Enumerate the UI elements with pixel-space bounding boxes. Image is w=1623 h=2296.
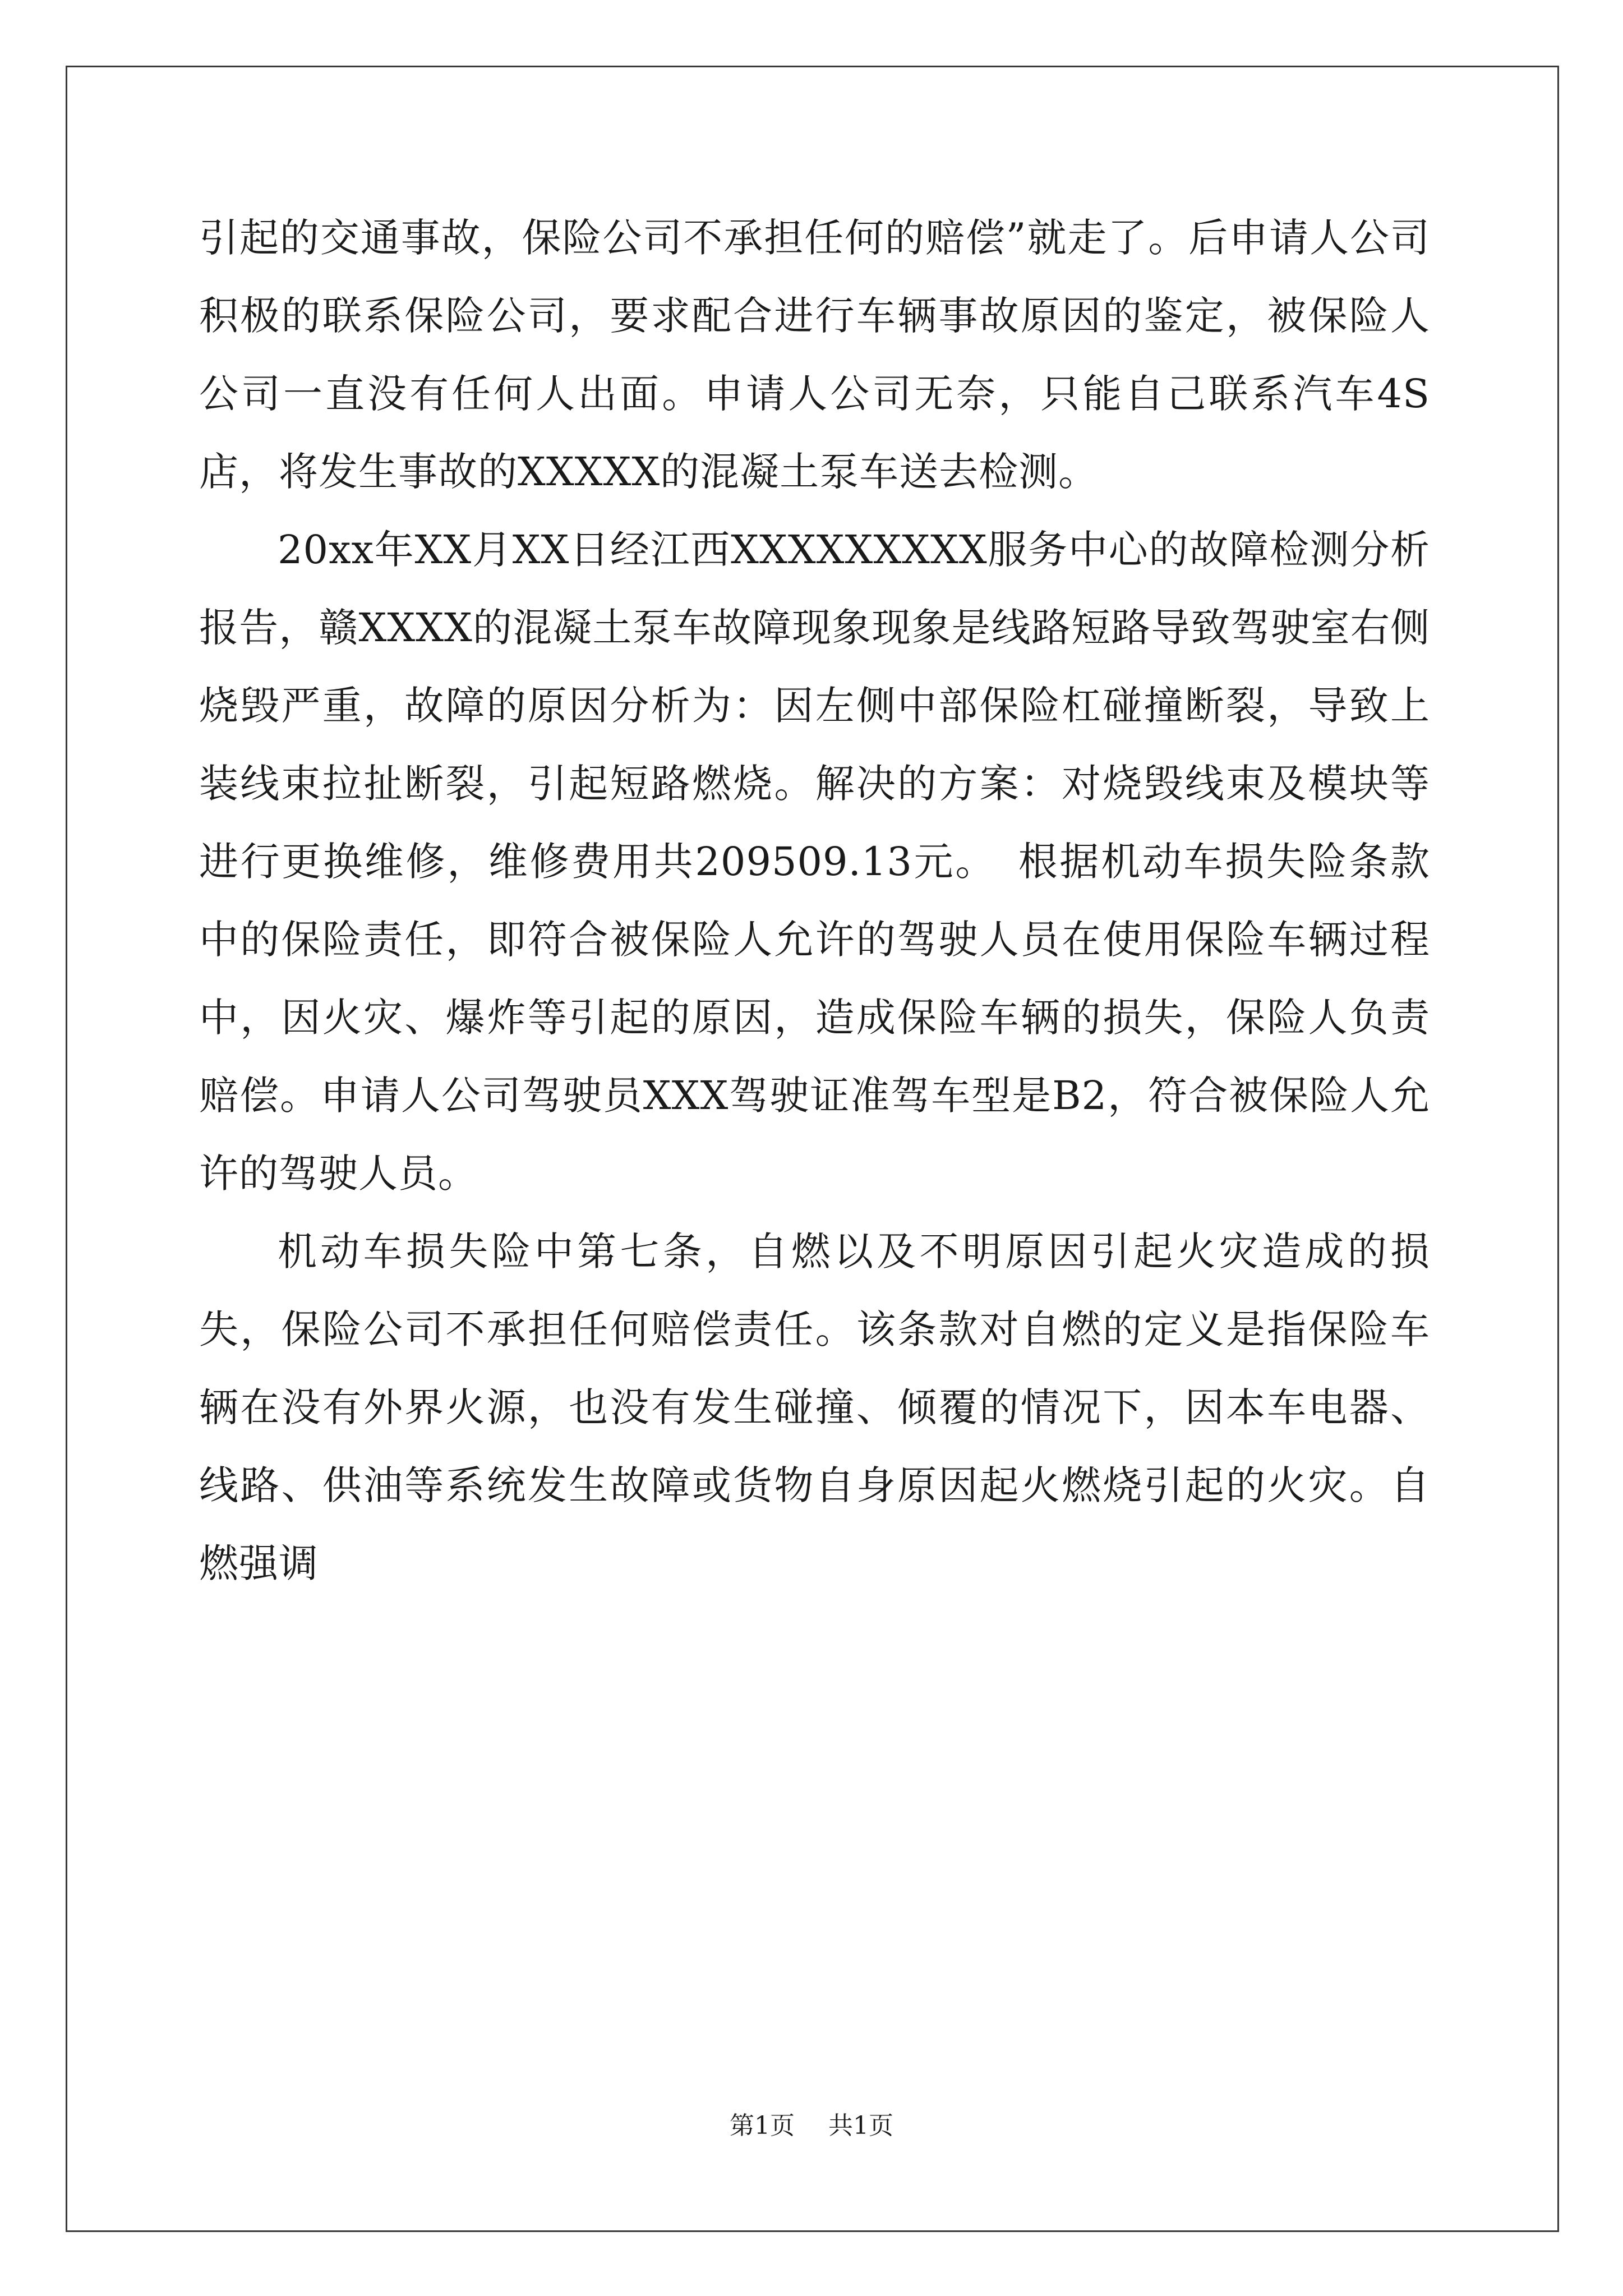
paragraph-2: 20xx年XX月XX日经江西XXXXXXXXX服务中心的故障检测分析报告，赣XXXX的混凝土泵车故障现象现象是线路短路导致驾驶室右侧烧毁严重，故障的原因分析为：因左侧中部保险杠碰撞断裂，导致上装线束拉扯断裂，引起短路燃烧。解决的方案：对烧毁线束及模块等进行更换维修，维修费用共209509.13元。 根据机动车损失险条款中的保险责任，即符合被保险人允许的驾驶人员在使用保险车辆过程中，因火灾、爆炸等引起的原因，造成保险车辆的损失，保险人负责赔偿。申请人公司驾驶员XXX驾驶证准驾车型是B2，符合被保险人允许的驾驶人员。 bbox=[199, 527, 1430, 1197]
page-number: 第1页 bbox=[730, 2111, 795, 2140]
paragraph-1: 引起的交通事故，保险公司不承担任何的赔偿”就走了。后申请人公司积极的联系保险公司，要求配合进行车辆事故原因的鉴定，被保险人公司一直没有任何人出面。申请人公司无奈，只能自己联系汽车4S店，将发生事故的XXXXX的混凝土泵车送去检测。 bbox=[199, 215, 1430, 495]
document-body bbox=[199, 199, 1430, 1603]
page-footer bbox=[0, 2109, 1623, 2143]
page-total: 共1页 bbox=[828, 2111, 893, 2140]
paragraph-3: 机动车损失险中第七条，自燃以及不明原因引起火灾造成的损失，保险公司不承担任何赔偿责任。该条款对自燃的定义是指保险车辆在没有外界火源，也没有发生碰撞、倾覆的情况下，因本车电器、线路、供油等系统发生故障或货物自身原因起火燃烧引起的火灾。自燃强调 bbox=[199, 1228, 1430, 1586]
